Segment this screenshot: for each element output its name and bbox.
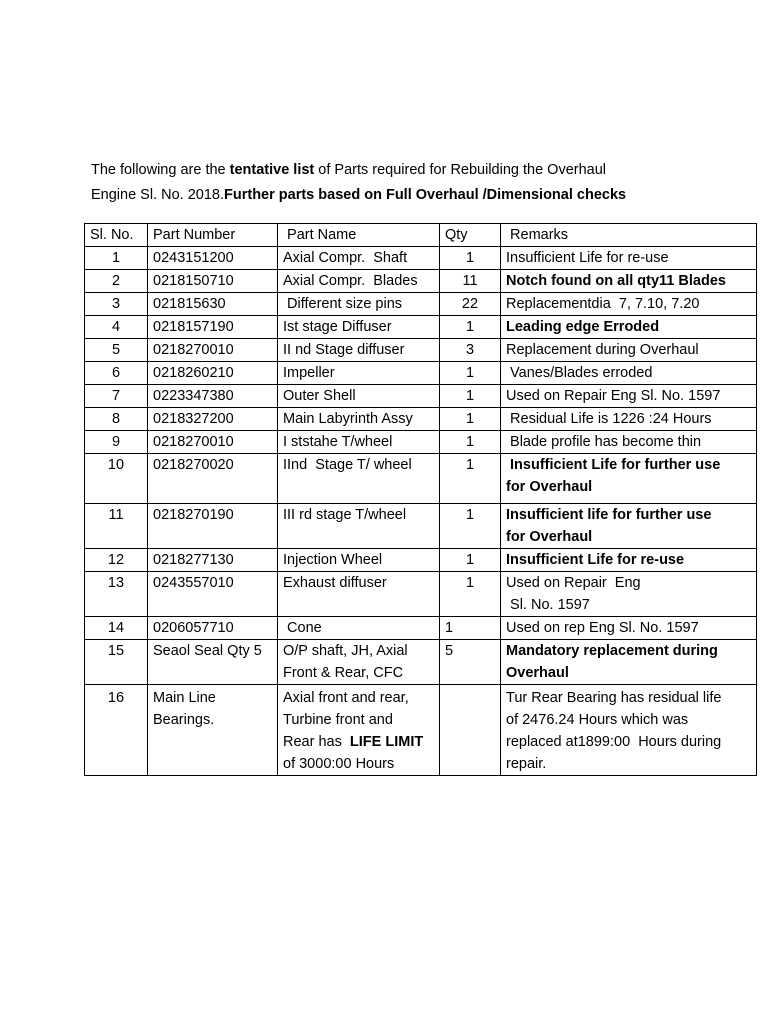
cell-part-number: 0218157190 xyxy=(148,316,278,339)
cell-qty: 1 xyxy=(440,572,501,617)
header-remarks: Remarks xyxy=(501,224,757,247)
cell-part-name: Axial front and rear, Turbine front and Rear has LIFE LIMIT of 3000:00 Hours xyxy=(278,685,440,776)
cell-qty xyxy=(440,685,501,776)
cell-sl: 14 xyxy=(85,617,148,640)
header-part-number: Part Number xyxy=(148,224,278,247)
cell-part-name: I ststahe T/wheel xyxy=(278,431,440,454)
cell-remarks: Used on rep Eng Sl. No. 1597 xyxy=(501,617,757,640)
table-row xyxy=(85,617,757,640)
cell-qty: 1 xyxy=(440,617,501,640)
cell-remarks: Insufficient Life for re-use xyxy=(501,549,757,572)
cell-part-name: IInd Stage T/ wheel xyxy=(278,454,440,504)
intro-line-2: Engine Sl. No. 2018.Further parts based on Full Overhaul /Dimensional checks xyxy=(91,187,627,203)
cell-sl: 15 xyxy=(85,640,148,685)
cell-remarks: Used on Repair Eng Sl. No. 1597 xyxy=(501,572,757,617)
cell-qty: 3 xyxy=(440,339,501,362)
cell-qty: 11 xyxy=(440,270,501,293)
cell-remarks: Replacementdia 7, 7.10, 7.20 xyxy=(501,293,757,316)
cell-part-name: Exhaust diffuser xyxy=(278,572,440,617)
cell-part-number: 0218270010 xyxy=(148,431,278,454)
cell-qty: 1 xyxy=(440,316,501,339)
intro-line-1: The following are the tentative list of Parts required for Rebuilding the Overhaul xyxy=(91,162,607,178)
cell-qty: 1 xyxy=(440,431,501,454)
cell-sl: 10 xyxy=(85,454,148,504)
table-row xyxy=(85,454,757,504)
cell-remarks: Used on Repair Eng Sl. No. 1597 xyxy=(501,385,757,408)
cell-part-name: Injection Wheel xyxy=(278,549,440,572)
cell-part-number: Seaol Seal Qty 5 xyxy=(148,640,278,685)
cell-sl: 9 xyxy=(85,431,148,454)
table-header-row xyxy=(85,224,757,247)
cell-qty: 1 xyxy=(440,454,501,504)
cell-remarks: Tur Rear Bearing has residual life of 2476.24 Hours which was replaced at1899:00 Hours during repair. xyxy=(501,685,757,776)
life-limit-bold: LIFE LIMIT xyxy=(349,734,424,750)
table-row xyxy=(85,362,757,385)
intro-bold-tentative: tentative list xyxy=(229,162,315,178)
cell-qty: 1 xyxy=(440,362,501,385)
table-row xyxy=(85,640,757,685)
cell-part-name: II nd Stage diffuser xyxy=(278,339,440,362)
cell-remarks: Insufficient Life for re-use xyxy=(501,247,757,270)
cell-qty: 22 xyxy=(440,293,501,316)
cell-remarks: Insufficient life for further use for Overhaul xyxy=(501,504,757,549)
intro-bold-further: Further parts based on Full Overhaul /Dimensional checks xyxy=(224,187,627,203)
cell-sl: 1 xyxy=(85,247,148,270)
cell-part-number: 0218270020 xyxy=(148,454,278,504)
cell-remarks: Insufficient Life for further use for Overhaul xyxy=(501,454,757,504)
cell-remarks: Leading edge Erroded xyxy=(501,316,757,339)
cell-part-number: 0218327200 xyxy=(148,408,278,431)
header-sl-no: Sl. No. xyxy=(85,224,148,247)
cell-part-number: 0243557010 xyxy=(148,572,278,617)
cell-part-number: 0218270190 xyxy=(148,504,278,549)
cell-sl: 6 xyxy=(85,362,148,385)
cell-remarks: Blade profile has become thin xyxy=(501,431,757,454)
table-row xyxy=(85,549,757,572)
cell-qty: 1 xyxy=(440,385,501,408)
cell-part-name: Outer Shell xyxy=(278,385,440,408)
cell-part-name: Axial Compr. Blades xyxy=(278,270,440,293)
cell-part-name: Ist stage Diffuser xyxy=(278,316,440,339)
intro-paragraph xyxy=(91,158,751,208)
cell-part-name: Different size pins xyxy=(278,293,440,316)
cell-part-number: 0243151200 xyxy=(148,247,278,270)
cell-remarks: Vanes/Blades erroded xyxy=(501,362,757,385)
cell-sl: 12 xyxy=(85,549,148,572)
cell-part-number: 0206057710 xyxy=(148,617,278,640)
table-row xyxy=(85,685,757,776)
cell-remarks: Replacement during Overhaul xyxy=(501,339,757,362)
cell-part-number: 0223347380 xyxy=(148,385,278,408)
table-row xyxy=(85,270,757,293)
table-row xyxy=(85,408,757,431)
cell-remarks: Notch found on all qty11 Blades xyxy=(501,270,757,293)
cell-part-name: O/P shaft, JH, Axial Front & Rear, CFC xyxy=(278,640,440,685)
table-row xyxy=(85,504,757,549)
cell-sl: 13 xyxy=(85,572,148,617)
cell-part-name: Cone xyxy=(278,617,440,640)
cell-part-number: 0218150710 xyxy=(148,270,278,293)
cell-sl: 16 xyxy=(85,685,148,776)
parts-table xyxy=(84,223,757,776)
cell-sl: 4 xyxy=(85,316,148,339)
cell-part-number: 021815630 xyxy=(148,293,278,316)
table-row xyxy=(85,385,757,408)
cell-sl: 11 xyxy=(85,504,148,549)
cell-sl: 7 xyxy=(85,385,148,408)
cell-part-name: III rd stage T/wheel xyxy=(278,504,440,549)
cell-part-name: Main Labyrinth Assy xyxy=(278,408,440,431)
cell-qty: 1 xyxy=(440,408,501,431)
cell-part-number: Main Line Bearings. xyxy=(148,685,278,776)
cell-qty: 1 xyxy=(440,549,501,572)
cell-sl: 2 xyxy=(85,270,148,293)
cell-qty: 1 xyxy=(440,247,501,270)
cell-part-number: 0218260210 xyxy=(148,362,278,385)
cell-part-number: 0218270010 xyxy=(148,339,278,362)
header-part-name: Part Name xyxy=(278,224,440,247)
table-row xyxy=(85,339,757,362)
header-qty: Qty xyxy=(440,224,501,247)
table-row xyxy=(85,572,757,617)
cell-remarks: Residual Life is 1226 :24 Hours xyxy=(501,408,757,431)
cell-part-number: 0218277130 xyxy=(148,549,278,572)
cell-sl: 5 xyxy=(85,339,148,362)
table-row xyxy=(85,316,757,339)
cell-sl: 3 xyxy=(85,293,148,316)
cell-qty: 5 xyxy=(440,640,501,685)
table-row xyxy=(85,293,757,316)
cell-sl: 8 xyxy=(85,408,148,431)
table-row xyxy=(85,431,757,454)
table-row xyxy=(85,247,757,270)
cell-part-name: Axial Compr. Shaft xyxy=(278,247,440,270)
cell-remarks: Mandatory replacement during Overhaul xyxy=(501,640,757,685)
cell-part-name: Impeller xyxy=(278,362,440,385)
cell-qty: 1 xyxy=(440,504,501,549)
